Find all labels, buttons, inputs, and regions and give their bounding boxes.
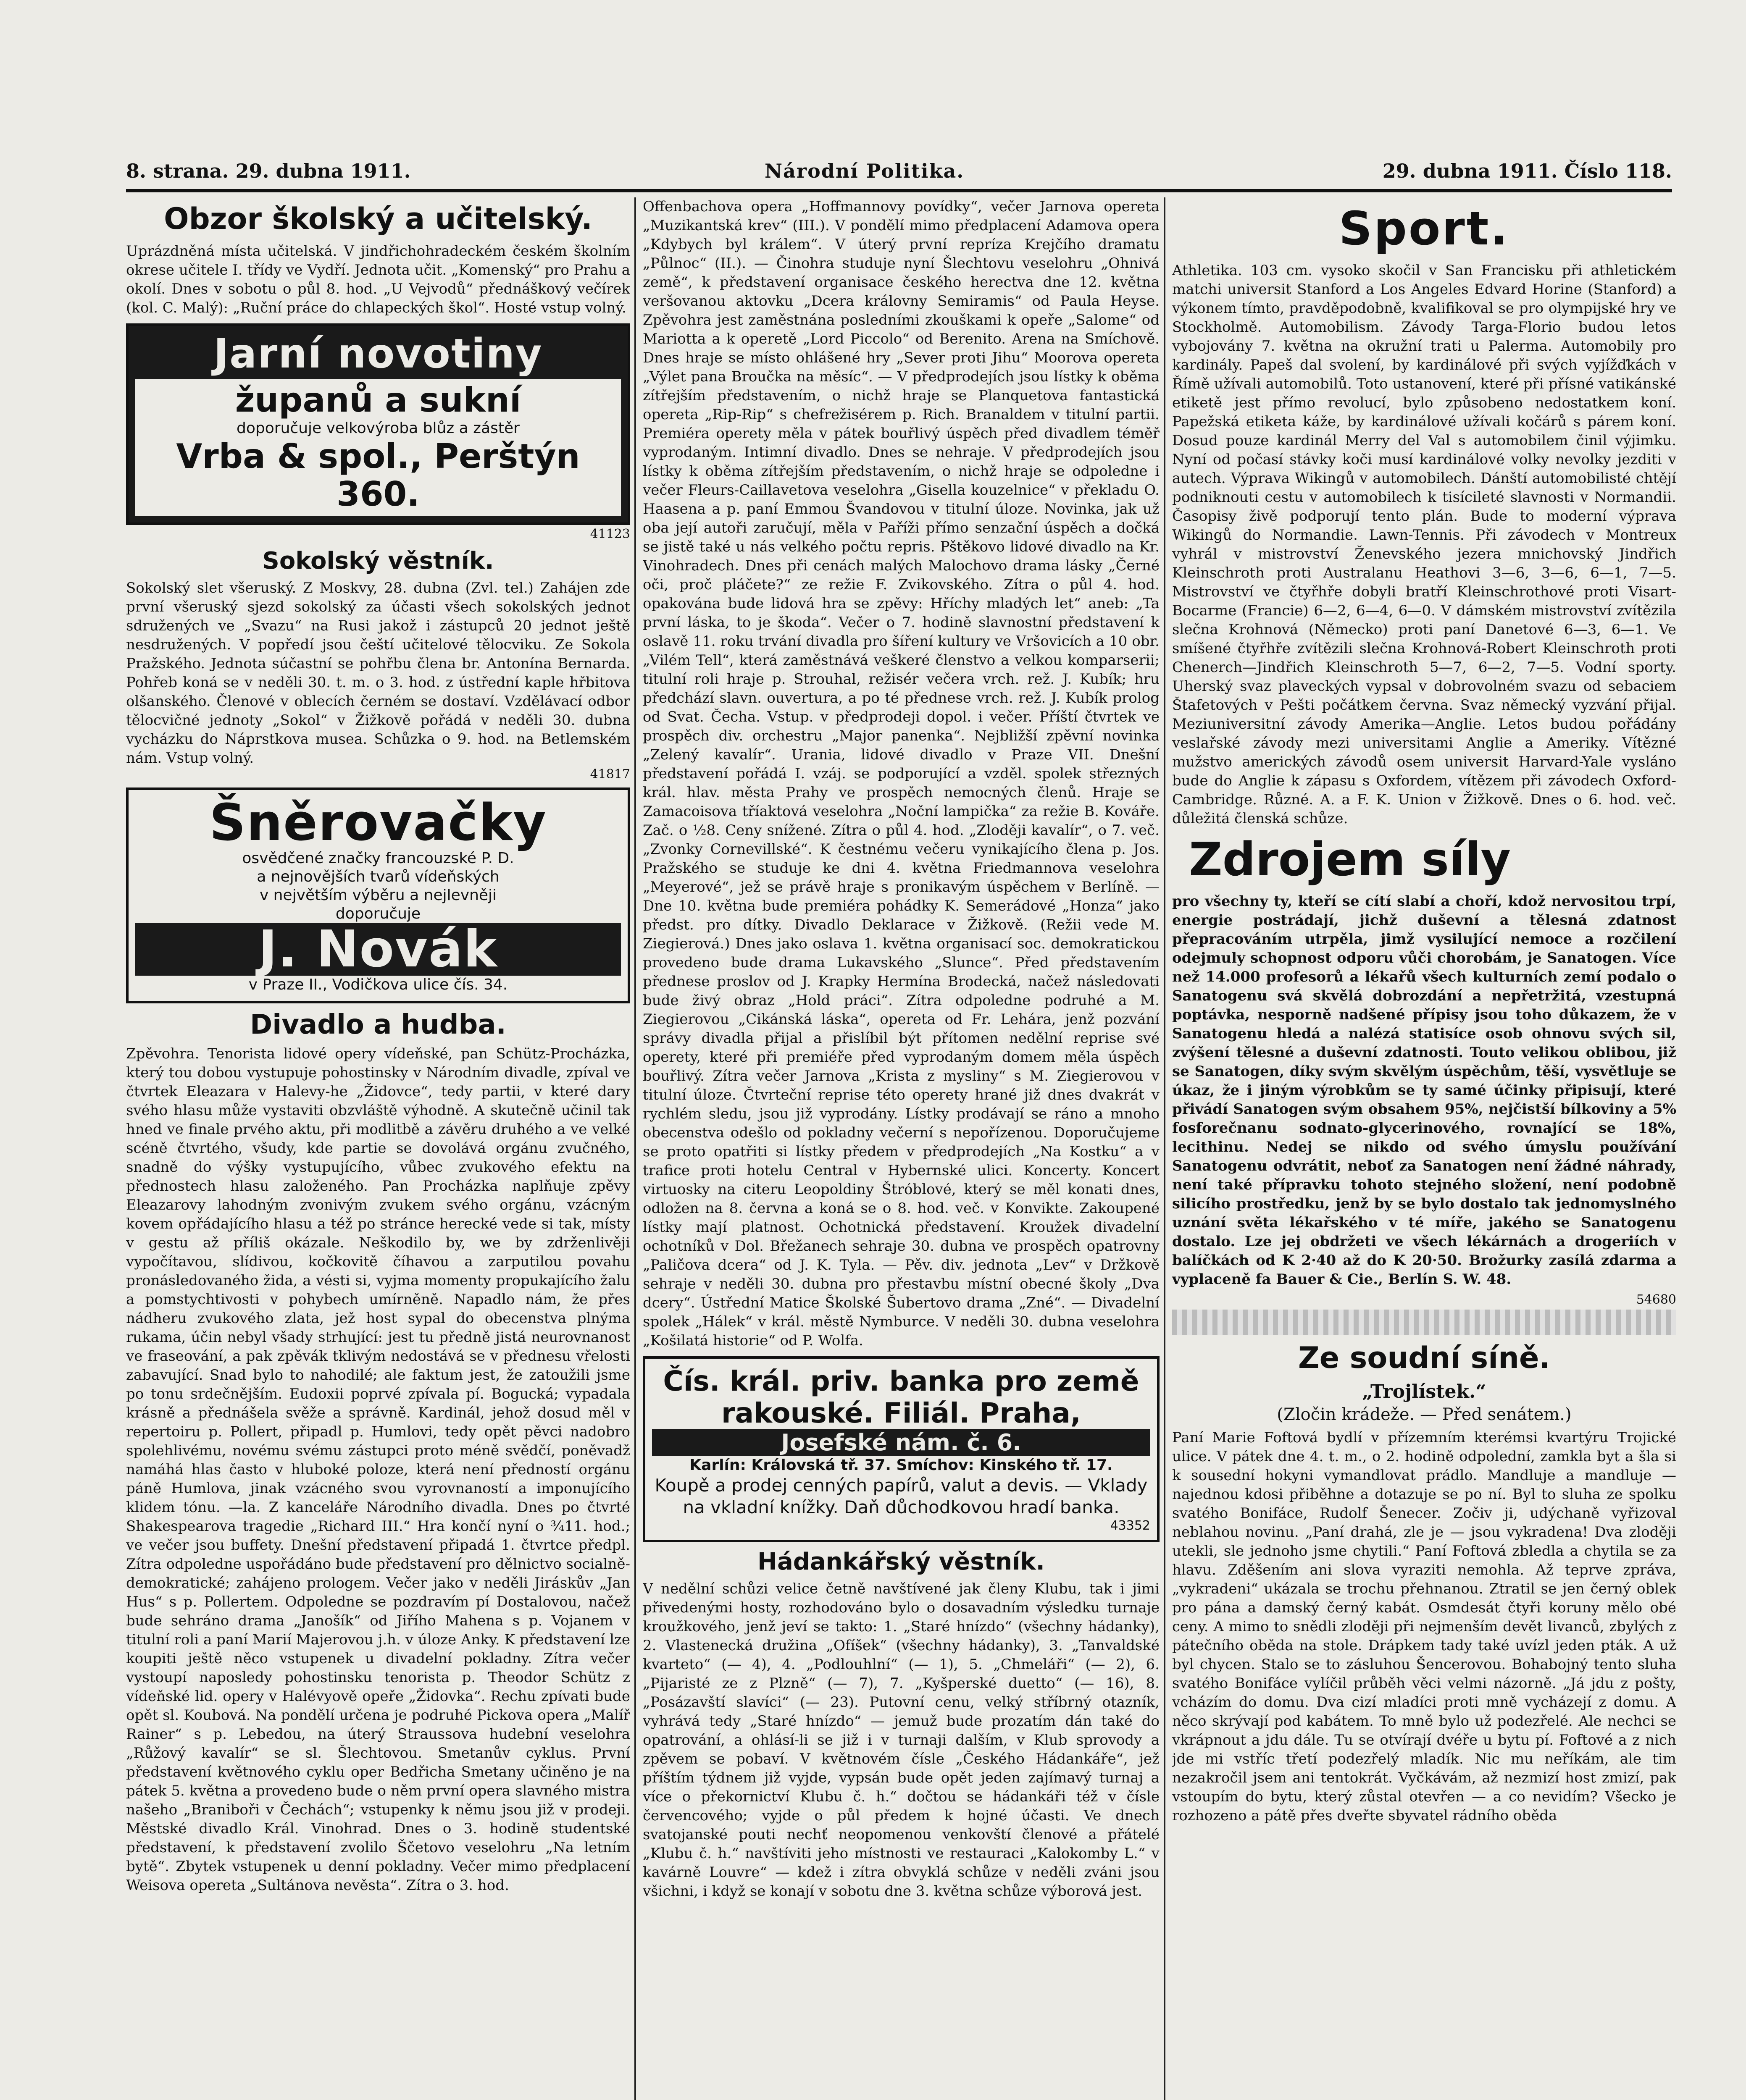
ad-jarni-line2: županů a sukní — [235, 381, 521, 420]
court-text: Paní Marie Foftová bydlí v přízemním kterémsi kvartýru Trojické ulice. V pátek dne 4. t. m., o 2. hodině odpolední, zamkla byt a šla si k sousední hokyni vymandlovat prádlo. Mandluje a mandluje — najednou kdosi přiběhne a dotazuje se po ní. Byl to sluha ze spolku svatého Bonifáce, Rudolf Šenecer. Zočiv ji, udýchaně vyřizoval neblahou novinu. „Paní drahá, zle je — jsou vykradena! Dva zloději utekli, sle jednoho jsme chytili.“ Paní Foftová zbledla a chytila se za hlavu. Zděšením ani slova vyraziti nemohla. Až teprve zpráva, „vykradeni“ ukázala se trochu přehnanou. Ztratil se jen černý oblek pro pána a damský černý kabát. Osmdesát čtyři koruny mělo obé ceny. A mimo to snědli zloději při nejmenším devět livanců, zbylých z pátečního oběda na stole. Drápkem tady také uvízl jeden pták. A už byl chycen. Stalo se to zásluhou Šencerovou. Bohabojný tento sluha svatého Bonifáce vylíčil průběh věci velmi názorně. „Já jdu z pošty, vcházím do domu. Dva cizí mladíci proti mně vycházejí z domu. A něco skrývají pod kabátem. To mně bylo už podezřelé. Ale nechci se vkrápnout a jdu dále. Tu se otvírají dvéře u bytu pí. Foftové a z nich jde mi vstříc třetí podezřelý mladík. Nic mu neříkám, ale tim nezakročil jsem ani tentokrát. Vyčkávám, až nezmizí host zmizí, pak vstoupím do bytu, který zůstal otevřen — a co nevidím? Všecko je rozhozeno a pátě přes dveřte sbyvatel rádního oběda — [1172, 1429, 1676, 1824]
riddle-title: Hádankářský věstník. — [757, 1548, 1045, 1575]
zdroj-title: Zdrojem síly — [1189, 832, 1511, 886]
ad-jarni-line4: Vrba & spol., Perštýn 360. — [176, 437, 580, 514]
ad-jarni-novotiny — [126, 323, 630, 525]
column-divider — [634, 197, 636, 2100]
ad-snerovacky-line3: a nejnovějších tvarů vídeňských — [257, 868, 500, 885]
court-title: Ze soudní síně. — [1298, 1341, 1551, 1375]
column-2 — [643, 197, 1160, 2100]
ad-banka-line1: Čís. král. priv. banka pro země rakouské. Filiál. Praha, — [663, 1365, 1139, 1429]
ad-banka-number: 43352 — [1110, 1518, 1150, 1533]
zdroj-text: pro všechny ty, kteří se cítí slabí a choří, kdož nervositou trpí, energie postrádají, jichž duševní a tělesná zdatnost přepracováním utrpěla, jimž vysilující nemoce a rozčilení odejmuly schopnost odporu vůči chorobám, je Sanatogen. Více než 14.000 profesorů a lékařů všech kulturních zemí podalo o Sanatogenu svá skvělá dobrozdání a nepřetržitá, vzestupná poptávka, nesporně nadšené přípisy jsou toho důkazem, že v Sanatogenu hledá a nalézá statisíce osob ohnovu svých sil, zvýšení tělesné a duševní zdatnosti. Touto velikou oblibou, již se Sanatogen, díky svým skvělým úspěchům, těší, vysvětluje se úkaz, že i jiným výrobkům se ty samé účinky připisují, které přivádí Sanatogen svým obsahem 95%, nejčistší bílkoviny a 5% fosforečnanu sodnato-glycerinového, rovnající se 18%, lecithinu. Nedej se nikdo od svého úmyslu používání Sanatogenu odvrátit, neboť za Sanatogen není žádné náhrady, není také přípravku tohoto stejného složení, není podobně silicího prostředku, jenž by se bylo dostalo tak jednomyslného uznání světa lékařského v té míře, jakého se Sanatogenu dostalo. Lze jej obdržeti ve všech lékárnách a drogeriích v balíčkách od K 2·40 až do K 20·50. Brožurky zasílá zdarma a vyplaceně fa Bauer & Cie., Berlín S. W. 48. — [1172, 893, 1676, 1288]
header-left: 8. strana. 29. dubna 1911. — [126, 160, 411, 182]
riddle-text: V nedělní schůzi velice četně navštívené jak členy Klubu, tak i jimi přivedenými hosty, rozhodováno bylo o dosavadním výsledku turnaje kroužkového, jenž jeví se takto: 1. „Staré hnízdo“ (všechny hádanky), 2. Vlastenecká družina „Ofíšek“ (všechny hádanky), 3. „Tanvaldské kvarteto“ (— 4), 4. „Podlouhlní“ (— 1), 5. „Chmeláři“ (— 2), 6. „Pijaristé ze z Plzně“ (— 7), 7. „Kyšperské duetto“ (— 16), 8. „Posázavští slavíci“ (— 23). Putovní cenu, velký stříbrný otazník, vyhrává tedy „Staré hnízdo“ — jemuž bude prozatím dán také do opatrování, a ohlásí-li se již i v turnaji dalším, v Klub sprovody a zpěvem se pobaví. V květnovém čísle „Českého Hádankáře“, jež příštím týdnem již vyjde, vypsán bude opět jeden zajímavý turnaj a více o překornictví Klubu č. h.“ dočtou se hádankáři též v čísle červencového; vyjde o půl předem k hojné účasti. Ve dnech svatojanské pouti nechť neopomenou venkovští členové a přátelé „Klubu č. h.“ navštíviti jeho místnosti ve restauraci „Kalokomby L.“ v kavárně Louvre“ — kdež i zítra obvyklá schůze v neděli zváni jsou všichni, i když se konají v sobotu dne 3. května schůze výborová jest. — [643, 1580, 1160, 1900]
ad-snerovacky-line7: v Praze II., Vodičkova ulice čís. 34. — [248, 976, 508, 993]
theatre-text-continued: Offenbachova opera „Hoffmannovy povídky“, večer Jarnova opereta „Muzikantská krev“ (III.). V pondělí mimo předplacení Adamova opera „Kdybych byl králem“. V úterý první repríza Krejčího dramatu „Půlnoc“ (II.). — Činohra studuje nyní Šlechtovu veselohru „Ohnivá země“, k představení organisace českého herectva dne 12. května veršovanou aktovku „Dcera královny Semiramis“ od Paula Heyse. Zpěvohra jest zaměstnána posledními zkouškami k opeře „Salome“ od Mariotta a k operetě „Lord Piccolo“ od Berenito. Arena na Smíchově. Dnes hraje se místo ohlášené hry „Sever proti Jihu“ Moorova opereta „Výlet pana Broučka na měsíc“. — V předprodejích jsou lístky k oběma zítřejším představením, o nichž hraje se Planquetova fantastická opereta „Rip-Rip“ s chefrežisérem p. Rich. Branaldem v titulní partii. Premiéra operety měla v pátek bouřlivý úspěch před divadlem téměř vyprodaným. Intimní divadlo. Dnes se nehraje. V předprodejích jsou lístky k oběma zítřejším představením, o nichž hraje se odpoledne i večer Fleurs-Caillavetova veselohra „Gisella kouzelnice“ v překladu O. Haasena a p. paní Emmou Švandovou v titulní úloze. Novinka, jak už oba její autoři zaručují, měla v Paříži přímo senzační úspěch a dočká se jistě také u nás velkého počtu repris. Pštěkovo lidové divadlo na Kr. Vinohradech. Dnes při cenách malých Malochovo drama lásky „Černé oči, proč pláčete?“ ze režie F. Zvikovského. Zítra o půl 4. hod. opakována bude lidová hra se zpěvy: Hříchy mladých let“ aneb: „Ta první láska, to je škoda“. Večer o 7. hodině slavnostní představení k oslavě 11. roku trvání divadla pro šíření kultury ve Vršovicích a 10 obr. „Vilém Tell“, která zaměstnává veškeré členstvo a velkou komparserii; titulní roli hraje p. Strouhal, režisér večera vrch. rež. J. Kubík; hru předchází slavn. ouvertura, a po té přednese vrch. rež. J. Kubík prolog od Svat. Čecha. Vstup. v předprodeji dopol. i večer. Příští čtvrtek ve prospěch div. orchestru „Major panenka“. Nejbližší zpěvní novinka „Zelený kavalír“. Urania, lidové divadlo v Praze VII. Dnešní představení pořádá I. vzáj. se podporující a vzděl. spolek střezných král. hlav. města Prahy ve prospěch nemocných členů. Hraje se Zamacoisova tříaktová veselohra „Noční lampička“ za režie B. Kováře. Zač. o ½8. Ceny snížené. Zítra o půl 4. hod. „Zloději kavalír“, o 7. več. „Zvonky Cornevillské“. K čestnému večeru vynikajícího člena p. Jos. Pražského se studuje ke dni 4. května Friedmannova veselohra „Meyerové“, jež se právě hraje s pronikavým úspěchem v Berlíně. — Dne 10. května bude premiéra pohádky K. Semerádové „Honza“ jako předst. pro dítky. Divadlo Deklarace v Žižkově. (Režii vede M. Ziegierová.) Dnes jako oslava 1. května organisací soc. demokratickou provedeno bude drama Lukavského „Slunce“. Před představením přednese proslov od J. Krapky Hermína Brodecká, načež následovati bude živý obraz „Hold práci“. Zítra odpoledne podruhé a M. Ziegierovou „Cikánská láska“, opereta od Fr. Lehára, jenž pozvání správy divadla přijal a přislíbil být přítomen nedělní reprise své operety, které při premiéře před vyprodaným domem měla úspěch bouřlivý. Zítra večer Jarnova „Krista z mysliny“ s M. Ziegierovou v titulní úloze. Čtvrteční reprise této operety hrané již dnes dvakrát v rychlém sledu, jsou již vyprodány. Lístky prodávají se ráno a mnoho obecenstva odešlo od pokladny večerní s nepořízenou. Doporučujeme se proto opatřiti si lístky předem v předprodejích „Na Kostku“ a v trafice proti hotelu Central v Hybernské ulici. Koncerty. Koncert virtuosky na citeru Leopoldiny Štróblové, který se měl konati dnes, odložen na 8. června a koná se o 8. hod. več. v Konvikte. Zakoupené lístky mají platnost. Ochotnická představení. Kroužek divadelní ochotníků v Dol. Břežanech sehraje 30. dubna ve prospěch opatrovny „Paličova dcera“ od J. K. Tyla. — Pěv. div. jednota „Lev“ v Držkově sehraje v neděli 30. dubna pro přestavbu místní obecné školy „Dva dcery“. Ústřední Matice Školské Šubertovo drama „Zné“. — Divadelní spolek „Hálek“ v král. městě Nymburce. V neděli 30. dubna veselohra „Košilatá historie“ od P. Wolfa. — [643, 198, 1160, 1349]
page-header — [126, 160, 1672, 189]
court-subtitle: „Trojlístek.“ — [1362, 1381, 1486, 1402]
sport-title: Sport. — [1338, 202, 1510, 255]
column-1 — [126, 197, 630, 2100]
column-divider — [1164, 197, 1165, 2100]
column-3 — [1172, 197, 1676, 2100]
sport-text: Athletika. 103 cm. vysoko skočil v San Francisku při athletickém matchi universit Stanford a Los Angeles Edvard Horine (Stanford) a výkonem tímto, pravděpodobně, kvalifikoval se pro olympijské hry ve Stockholmě. Automobilism. Závody Targa-Florio budou letos vybojovány 7. května na okružní trati u Palerma. Automobily pro kardinály. Papeš dal svolení, by kardinálové při svých vyjížďkách v Římě užívali automobilů. Toto ustanovení, které při přísné vatikánské etiketě jest přímo revolucí, bylo způsobeno nedostatkem koní. Papežská etiketa káže, by kardinálové užívali kočárů s párem koní. Dosud pouze kardinál Merry del Val s automobilem činil výjimku. Nyní od počasí stávky koči musí kardinálové volky nevolky jezditi v autech. Výprava Wikingů v automobilech. Dánští automobilisté chtějí podniknouti cestu v automobilech k tisícileté slavnosti v Normandii. Časopisy živě podporují tento plán. Bude to moderní výprava Wikingů do Normandie. Lawn-Tennis. Při závodech v Montreux vyhrál v mistrovství Ženevského jezera mnichovský Jindřich Kleinschroth proti Australanu Heathovi 3—6, 3—6, 6—1, 7—5. Mistrovství ve čtyřhře dobyli bratří Kleinschrothové proti Visart-Bocarme (Francie) 6—2, 6—4, 6—0. V dámském mistrovství zvítězila slečna Krohnová (Německo) proti paní Danetové 6—3, 6—1. Ve smíšené čtyřhře zvítězili slečna Krohnová-Robert Kleinschroth proti Chenerch—Jindřich Kleinschroth 5—7, 6—2, 7—5. Vodní sporty. Uherský svaz plaveckých vypsal v dobrovolném svazu od sebaciem Štafetových v Pešti počátkem června. Svaz německý vyzvání přijal. Meziuniversitní závody Amerika—Anglie. Letos budou pořádány veslařské závody mezi universitami Anglie a Ameriky. Vítězné mužstvo amerických závodů osem universit Harvard-Yale vysláno bude do Anglie k zápasu s Oxfordem, vítězem při závodech Oxford-Cambridge. Různé. A. a F. K. Union v Žižkově. Dnes o 6. hod. več. důležitá členská schůze. — [1172, 262, 1676, 827]
ad-jarni-line3: doporučuje velkovýroba blůz a zástěr — [237, 420, 520, 437]
ad-banka-line4: Koupě a prodej cenných papírů, valut a devis. — Vklady na vkladní knížky. Daň důchodkovou hradí banka. — [655, 1475, 1148, 1517]
court-subtitle2: (Zločin krádeže. — Před senátem.) — [1277, 1405, 1572, 1424]
school-section-title: Obzor školský a učitelský. — [164, 202, 592, 236]
ad-snerovacky — [126, 788, 630, 1003]
sokol-text: Sokolský slet všeruský. Z Moskvy, 28. dubna (Zvl. tel.) Zahájen zde první všeruský sjezd sokolský za účasti všech sokolských jednot sdružených ve „Svazu“ na Rusi jakož i zástupců 20 jednot ještě nesdružených. V popředí jsou čeští učitelové tělocviku. Ze Sokola Pražského. Jednota súčastní se pohřbu člena br. Antonína Bernarda. Pohřeb koná se v neděli 30. t. m. o 3. hod. z ústřední kaple hřbitova olšanského. Členové v oblecích černém se dostaví. Vzdělávací odbor tělocvičné jednoty „Sokol“ v Žižkově pořádá v neděli 30. dubna vycházku do Náprstkova musea. Schůzka o 9. hod. na Betlemském nám. Vstup volný. — [126, 580, 630, 766]
sokol-title: Sokolský věstník. — [262, 547, 494, 575]
ad-snerovacky-line1: Šněrovačky — [209, 794, 547, 852]
ad-banka-line3: Karlín: Královská tř. 37. Smíchov: Kinského tř. 17. — [689, 1457, 1113, 1474]
header-masthead: Národní Politika. — [765, 160, 965, 182]
ad-jarni-number: 41123 — [590, 527, 630, 541]
ad-banka — [643, 1356, 1160, 1542]
theatre-title: Divadlo a hudba. — [250, 1009, 506, 1040]
decorative-banner — [1172, 1310, 1676, 1335]
ad-jarni-line1: Jarní novotiny — [213, 330, 543, 377]
ad-snerovacky-line5: doporučuje — [335, 905, 421, 922]
header-rule — [126, 189, 1672, 192]
ad-snerovacky-number: 41817 — [590, 767, 630, 782]
zdroj-number: 54680 — [1636, 1292, 1676, 1307]
school-text: Uprázdněná místa učitelská. V jindřichohradeckém českém školním okrese učitele I. třídy ve Vydří. Jednota učit. „Komenský“ pro Prahu a okolí. Dnes v sobotu o půl 8. hod. „U Vejvodů“ přednáškový večírek (kol. C. Malý): „Ruční práce do chlapeckých škol“. Hosté vstup volný. — [126, 243, 630, 316]
theatre-text: Zpěvohra. Tenorista lidové opery vídeňské, pan Schütz-Procházka, který tou dobou vystupuje pohostinsky v Národním divadle, zpíval ve čtvrtek Eleazara v Halevy-he „Židovce“, tedy partii, v které dary svého hlasu může vystaviti obzvláště výhodně. A skutečně učinil tak hned ve finale prvého aktu, při modlitbě a závěru druhého a ve velké scéně čtvrtého, všudy, kde partie se dovolává orgánu zvučného, snadně do výšky vystupujícího, vůbec zvukového efektu na přednostech hlasu založeného. Pan Procházka naplňuje zpěvy Eleazarovy lahodným zvonivým zvukem svého orgánu, vzácným kovem opřádajícího hlasu a též po stránce herecké vede si tak, místy v gestu až příliš okázale. Neškodilo by, we by zdrženlivěji vypočítavou, slídivou, kočkovitě číhavou a zarputilou povahu pronásledovaného žida, a vésti si, vyjma momenty propukajícího žalu a pomstychtivosti v pohybech umírněně. Napadlo nám, že přes nádheru zvukového zlata, jež host sypal do obecenstva plnýma rukama, účin nebyl všady strhující: jest tu předně jistá neurovnanost ve fraseování, a pak zpěvák tklivým nedostává se v přednesu vřelosti zabavující. Snad bylo to nahodilé; ale faktum jest, že zatoužili jsme po tonu srdečnějším. Eudoxii poprvé zpívala pí. Bogucká; vypadala krásně a přednášela svěže a správně. Kardinál, jehož dosud měl v repertoiru p. Pollert, připadl p. Humlovi, tedy opět pěvci nadobro spolehlivému, novému svému zástupci proto méně svědčí, poněvadž namáhá hlas často v hluboké poloze, která není předností orgánu páně Humlova, jinak vzácného svou vyrovnaností a imponujícího klidem tónu. —la. Z kanceláře Národního divadla. Dnes po čtvrté Shakespearova tragedie „Richard III.“ Hra končí nyní o ¾11. hod.; ve večer jsou buffety. Dnešní představení připadá 1. čtvrtce předpl. Zítra odpoledne uspořádáno bude představení pro dělnictvo socialně-demokratické; zahájeno prologem. Večer jako v neděli Jiráskův „Jan Hus“ s p. Pollertem. Odpoledne se pozdravím pí Dostalovou, načež bude sehráno drama „Janošík“ od Jiřího Mahena s p. Vojanem v titulní roli a paní Marií Majerovou j.h. v úloze Anky. K představení lze koupiti ještě něco vstupenek u divadelní pokladny. Zítra večer vystoupí naposledy pohostinsku tenorista p. Theodor Schütz z vídeňské lid. opery v Halévyově opeře „Židovka“. Rechu zpívati bude opět sl. Koubová. Na pondělí určena je podruhé Pickova opera „Malíř Rainer“ s p. Lebedou, na úterý Straussova hudební veselohra „Růžový kavalír“ se sl. Šlechtovou. Smetanův cyklus. První představení květnového cyklu oper Bedřicha Smetany učiněno je na pátek 5. května a provedeno bude o něm první opera slavného mistra našeho „Braniboři v Čechách“; vstupenky k němu jsou již v prodeji. Městské divadlo Král. Vinohrad. Dnes o 3. hodině studentské představení, k představení zvolilo Ščetovo veselohru „Na letním bytě“. Zbytek vstupenek u denní pokladny. Večer mimo předplacení Weisova opereta „Sultánova nevěsta“. Zítra o 3. hod. — [126, 1045, 630, 1894]
header-right: 29. dubna 1911. Číslo 118. — [1382, 160, 1672, 182]
ad-snerovacky-line6: J. Novák — [135, 923, 621, 976]
ad-snerovacky-line4: v největším výběru a nejlevněji — [259, 887, 497, 904]
ad-banka-line2: Josefské nám. č. 6. — [652, 1429, 1150, 1456]
ad-snerovacky-line2: osvědčené značky francouzské P. D. — [242, 850, 514, 867]
